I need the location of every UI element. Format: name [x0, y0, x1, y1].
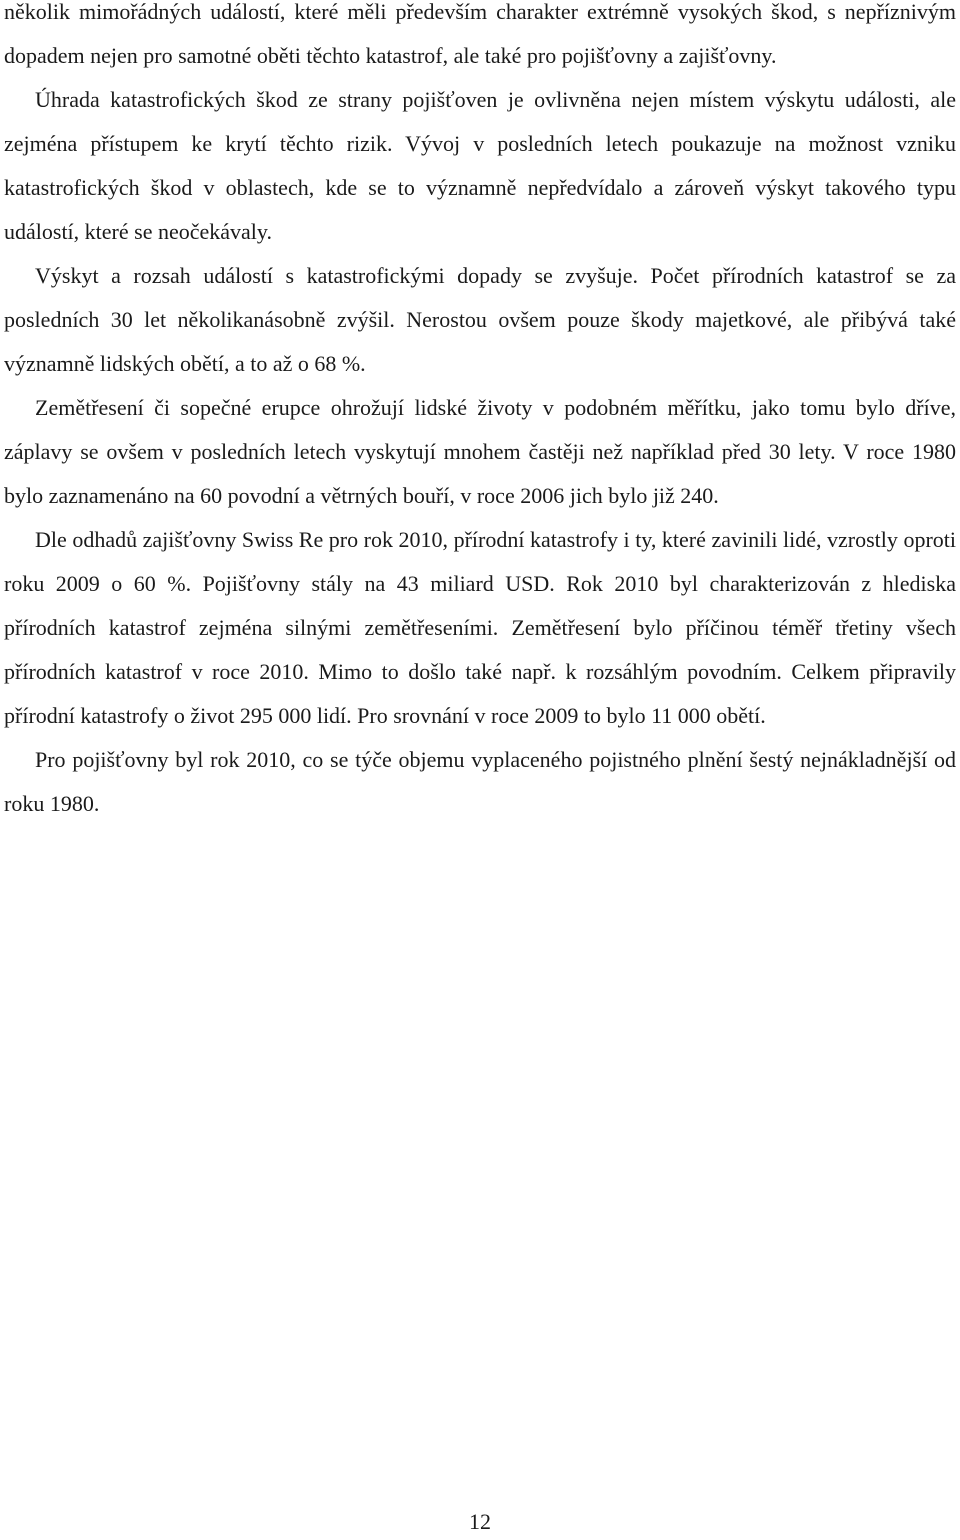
paragraph-catastrophe-frequency: Výskyt a rozsah událostí s katastrofickými dopady se zvyšuje. Počet přírodních katastrof se za posledních 30 let několikanásobně zvýšil. Nerostou ovšem pouze škody majetkové, ale přibývá také významně lidských obětí, a to až o 68 %. [4, 263, 956, 376]
paragraph-swiss-re-estimate: Dle odhadů zajišťovny Swiss Re pro rok 2010, přírodní katastrofy i ty, které zavinili lidé, vzrostly oproti roku 2009 o 60 %. Pojišťovny stály na 43 miliard USD. Rok 2010 byl charakterizován z hlediska přírodních katastrof zejména silnými zemětřeseními. Zemětřesení bylo příčinou téměř třetiny všech přírodních katastrof v roce 2010. Mimo to došlo také např. k rozsáhlým povodním. Celkem připravily přírodní katastrofy o život 295 000 lidí. Pro srovnání v roce 2009 to bylo 11 000 obětí. [4, 527, 956, 728]
paragraph-continuation: několik mimořádných událostí, které měli především charakter extrémně vysokých škod, s nepříznivým dopadem nejen pro samotné oběti těchto katastrof, ale také pro pojišťovny a zajišťovny. [4, 0, 956, 68]
paragraph-earthquakes-floods: Zemětřesení či sopečné erupce ohrožují lidské životy v podobném měřítku, jako tomu bylo dříve, záplavy se ovšem v posledních letech vyskytují mnohem častěji než například před 30 lety. V roce 1980 bylo zaznamenáno na 60 povodní a větrných bouří, v roce 2006 jich bylo již 240. [4, 395, 956, 508]
page-number: 12 [469, 1509, 491, 1534]
paragraph-damage-coverage: Úhrada katastrofických škod ze strany pojišťoven je ovlivněna nejen místem výskytu události, ale zejména přístupem ke krytí těchto rizik. Vývoj v posledních letech poukazuje na možnost vzniku katastrofických škod v oblastech, kde se to významně nepředvídalo a zároveň výskyt takového typu událostí, které se neočekávaly. [4, 87, 956, 244]
paragraph-insurers-2010: Pro pojišťovny byl rok 2010, co se týče objemu vyplaceného pojistného plnění šestý nejnákladnější od roku 1980. [4, 747, 956, 816]
document-body [4, 0, 956, 826]
